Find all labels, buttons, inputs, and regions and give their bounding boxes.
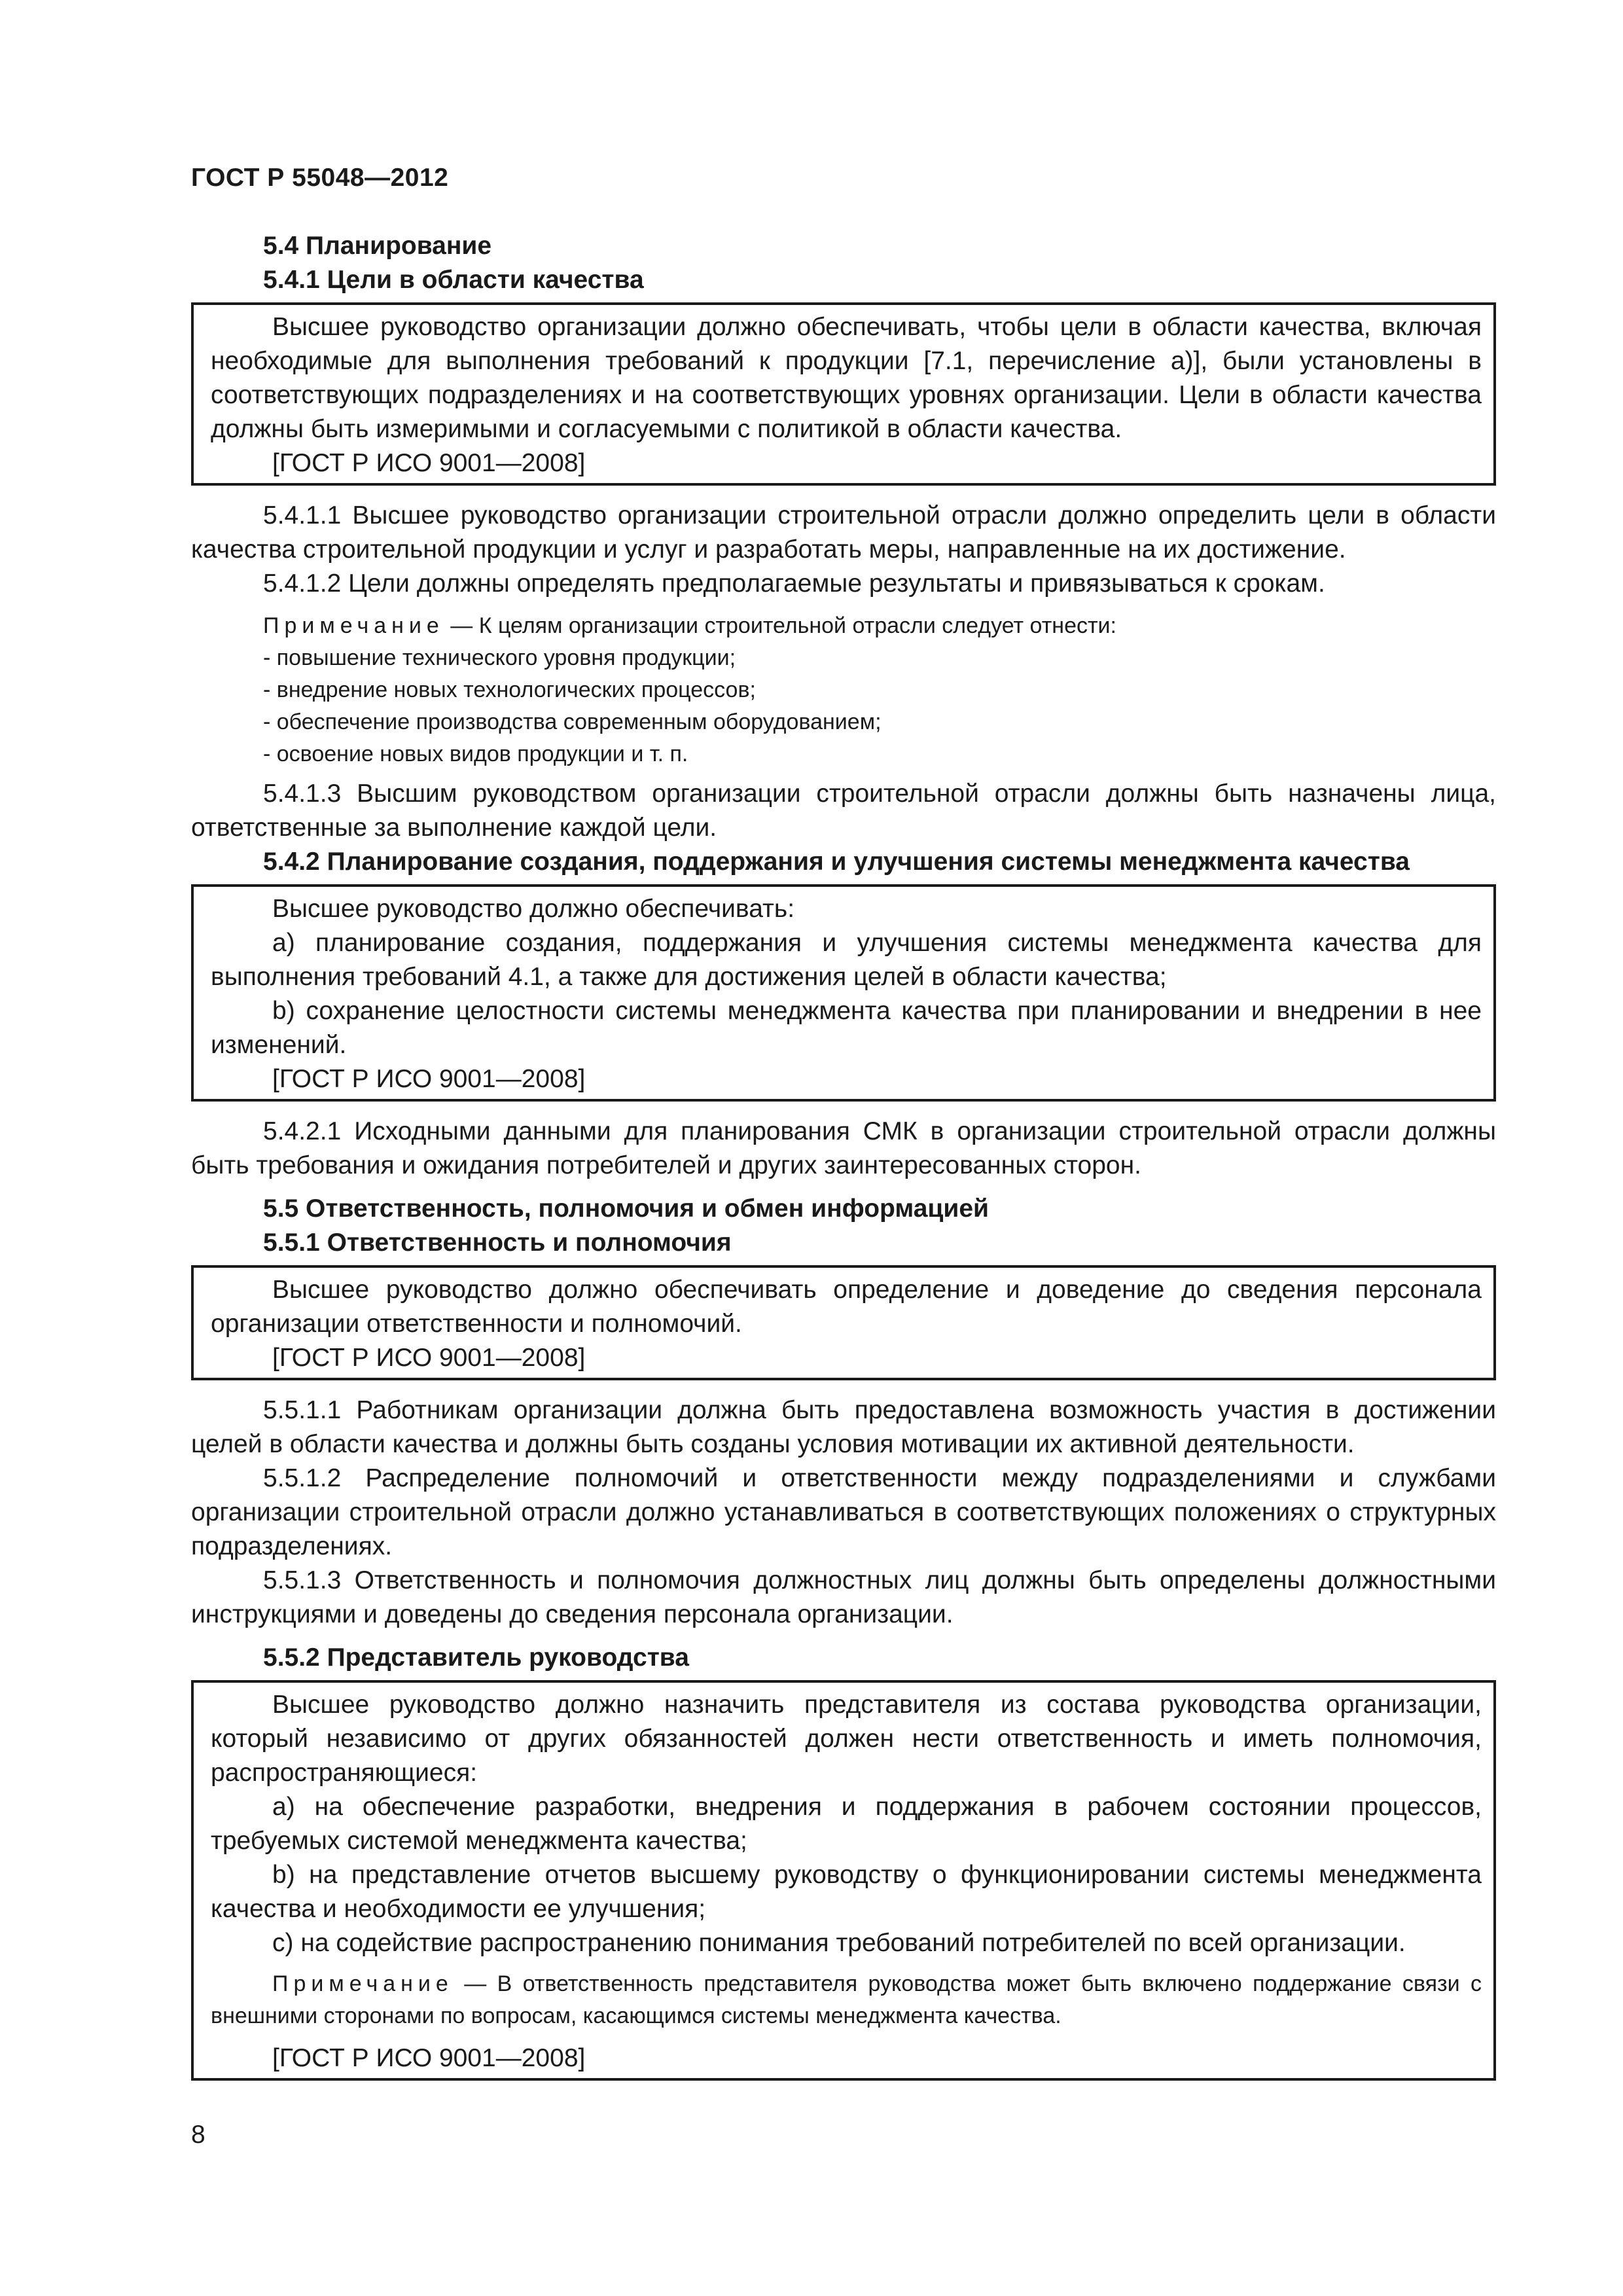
section-5-5-2-title: 5.5.2 Представитель руководства: [263, 1643, 689, 1672]
quote-box-5-4-2: [191, 884, 1496, 1102]
clause-5-5-1-1: 5.5.1.1 Работникам организации должна быть предоставлена возможность участия в достижении целей в области качества и должны быть созданы условия мотивации их активной деятельности.: [191, 1396, 1496, 1458]
clause-5-4-1-3: 5.4.1.3 Высшим руководством организации строительной отрасли должны быть назначены лица, ответственные за выполнение каждой цели.: [191, 780, 1496, 842]
quote-source: [ГОСТ Р ИСО 9001—2008]: [272, 1065, 586, 1093]
quote-text: Высшее руководство должно обеспечивать определение и доведение до сведения персонала организации ответственности и полномочий.: [211, 1276, 1482, 1338]
section-5-5-1-title: 5.5.1 Ответственность и полномочия: [263, 1229, 732, 1257]
clause-5-5-1-2: 5.5.1.2 Распределение полномочий и ответственности между подразделениями и службами организации строительной отрасли должно устанавливаться в соответствующих положениях о структурных подразделениях.: [191, 1464, 1496, 1560]
page-content: [191, 229, 1496, 2094]
clause-5-4-2-1: 5.4.2.1 Исходными данными для планирования СМК в организации строительной отрасли должны быть требования и ожидания потребителей и других заинтересованных сторон.: [191, 1117, 1496, 1179]
quote-source: [ГОСТ Р ИСО 9001—2008]: [272, 2044, 586, 2072]
quote-box-5-4-1: [191, 302, 1496, 486]
quote-source: [ГОСТ Р ИСО 9001—2008]: [272, 1344, 586, 1372]
note-text: [211, 1968, 1482, 2032]
quote-text: Высшее руководство организации должно обеспечивать, чтобы цели в области качества, включая необходимые для выполнения требований к продукции [7.1, перечисление а)], были установлены в соответствующих подразделениях и на соответствующих уровнях организации. Цели в области качества должны быть измеримыми и согласуемыми с политикой в области качества.: [211, 313, 1482, 443]
quote-box-5-5-2: [191, 1680, 1496, 2081]
quote-item-c: с) на содействие распространению понимания требований потребителей по всей организации.: [272, 1929, 1406, 1957]
quote-item-a: а) планирование создания, поддержания и улучшения системы менеджмента качества для выполнения требований 4.1, а также для достижения целей в области качества;: [211, 929, 1482, 991]
page-number: 8: [191, 2121, 205, 2149]
note-list: [191, 642, 1496, 770]
document-header: ГОСТ Р 55048—2012: [191, 164, 449, 192]
quote-intro: Высшее руководство должно назначить представителя из состава руководства организации, который независимо от других обязанностей должен нести ответственность и иметь полномочия, распространяющиеся:: [211, 1691, 1482, 1787]
note-5-4-1-2: [191, 610, 1496, 770]
quote-item-b: b) сохранение целостности системы менеджмента качества при планировании и внедрении в нее изменений.: [211, 997, 1482, 1059]
clause-5-4-1-2: 5.4.1.2 Цели должны определять предполагаемые результаты и привязываться к срокам.: [263, 569, 1325, 598]
list-item: - освоение новых видов продукции и т. п.: [263, 742, 688, 766]
quote-intro: Высшее руководство должно обеспечивать:: [272, 895, 795, 923]
list-item: - повышение технического уровня продукции;: [263, 645, 736, 670]
clause-5-4-1-1: 5.4.1.1 Высшее руководство организации строительной отрасли должно определить цели в области качества строительной продукции и услуг и разработать меры, направленные на их достижение.: [191, 501, 1496, 564]
quote-item-b: b) на представление отчетов высшему руководству о функционировании системы менеджмента качества и необходимости ее улучшения;: [211, 1861, 1482, 1923]
quote-box-5-5-1: [191, 1265, 1496, 1380]
quote-source: [ГОСТ Р ИСО 9001—2008]: [272, 449, 586, 477]
note-label: Примечание: [263, 613, 444, 638]
section-5-5-title: 5.5 Ответственность, полномочия и обмен информацией: [263, 1194, 990, 1223]
note-intro: [191, 610, 1496, 642]
quote-item-a: а) на обеспечение разработки, внедрения и поддержания в рабочем состоянии процессов, требуемых системой менеджмента качества;: [211, 1793, 1482, 1855]
section-5-4-1-title: 5.4.1 Цели в области качества: [263, 266, 644, 294]
note-5-5-2: [211, 1968, 1482, 2032]
section-5-4-2-title: 5.4.2 Планирование создания, поддержания и улучшения системы менеджмента качества: [263, 848, 1410, 876]
list-item: - обеспечение производства современным оборудованием;: [263, 709, 882, 734]
section-5-4-title: 5.4 Планирование: [263, 232, 492, 260]
note-intro-text: — К целям организации строительной отрасли следует отнести:: [444, 613, 1116, 638]
list-item: - внедрение новых технологических процессов;: [263, 677, 756, 702]
clause-5-5-1-3: 5.5.1.3 Ответственность и полномочия должностных лиц должны быть определены должностными инструкциями и доведены до сведения персонала организации.: [191, 1566, 1496, 1628]
note-body: — В ответственность представителя руководства может быть включено поддержание связи с внешними сторонами по вопросам, касающимся системы менеджмента качества.: [211, 1971, 1482, 2028]
note-label: Примечание: [272, 1971, 454, 1996]
